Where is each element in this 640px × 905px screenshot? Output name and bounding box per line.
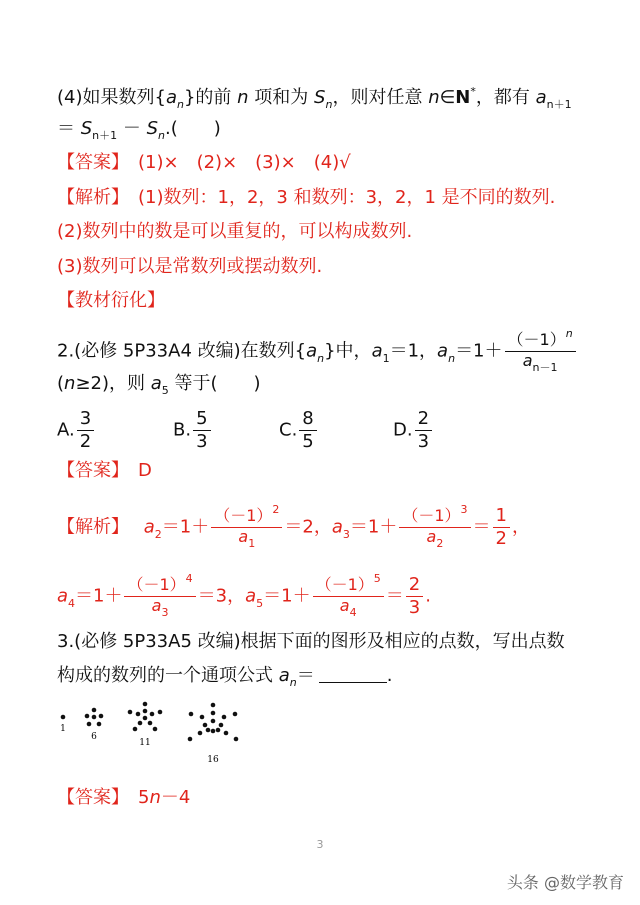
answer-1: 【答案】 (1)× (2)× (3)× (4)√ <box>57 152 351 173</box>
q2-fraction: $\frac{(-1)^n}{a_{n-1}}$ <box>505 331 576 372</box>
label-6: 6 <box>91 732 97 742</box>
watermark: 头条 @数学教育 <box>506 873 624 892</box>
explanation-2-line1: 【解析】 $a_2=1+$ $\frac{(-1)^2}{a_1}$ ＝2，$a_3=1+$ $\frac{(-1)^3}{a_2}$ ＝ $\frac{1}{2}$ ， <box>57 503 530 550</box>
label-1: 1 <box>60 724 66 734</box>
explanation-1-line1: 【解析】 (1)数列：1，2，3 和数列：3，2，1 是不同的数列. <box>57 187 556 208</box>
q3-line1: 3.(必修 5P33A5 改编)根据下面的图形及相应的点数，写出点数 <box>57 631 565 652</box>
q3-line2: 构成的数列的一个通项公式 $a_n=$ . <box>57 665 393 689</box>
explanation-2-line2: $a_4=1+$ $\frac{(-1)^4}{a_3}$ ＝3，$a_5=1+$ $\frac{(-1)^5}{a_4}$ ＝ $\frac{2}{3}$ . <box>57 572 431 619</box>
option-d[interactable]: D. $\frac{2}{3}$ <box>393 408 434 453</box>
label-16: 16 <box>207 755 219 765</box>
q2-line2: (n≥2)，则 $a_5$ 等于( ) <box>57 373 261 397</box>
answer-blank[interactable] <box>319 664 387 683</box>
option-a[interactable]: A. $\frac{3}{2}$ <box>57 408 96 453</box>
section-header: 【教材衍化】 <box>57 290 165 311</box>
pattern-16 <box>188 703 239 742</box>
dot-pattern-figure <box>57 700 257 770</box>
answer-2: 【答案】 D <box>57 460 152 481</box>
pattern-11 <box>128 702 163 732</box>
page-number: 3 <box>316 838 324 851</box>
answer-3: 【答案】 5n－4 <box>57 787 191 808</box>
option-b[interactable]: B. $\frac{5}{3}$ <box>173 408 213 453</box>
option-c[interactable]: C. $\frac{8}{5}$ <box>279 408 319 453</box>
explanation-1-line2: (2)数列中的数是可以重复的，可以构成数列. <box>57 221 413 242</box>
q4-line1: (4)如果数列$\{a_n\}$的前 n 项和为 $S_n$，则对任意 n∈N*，都有 $a_{n+1}$ <box>57 85 572 111</box>
label-11: 11 <box>139 738 151 748</box>
q2-line1: 2.(必修 5P33A4 改编)在数列$\{a_n\}$中，$a_1=1$，$a_n=1+$ $\frac{(-1)^n}{a_{n-1}}$ <box>57 331 578 371</box>
q4-line2: ＝ $S_{n+1} - S_n$.( ) <box>57 118 221 142</box>
pattern-6 <box>85 708 104 727</box>
dot <box>61 715 66 720</box>
explanation-1-line3: (3)数列可以是常数列或摆动数列. <box>57 256 323 277</box>
